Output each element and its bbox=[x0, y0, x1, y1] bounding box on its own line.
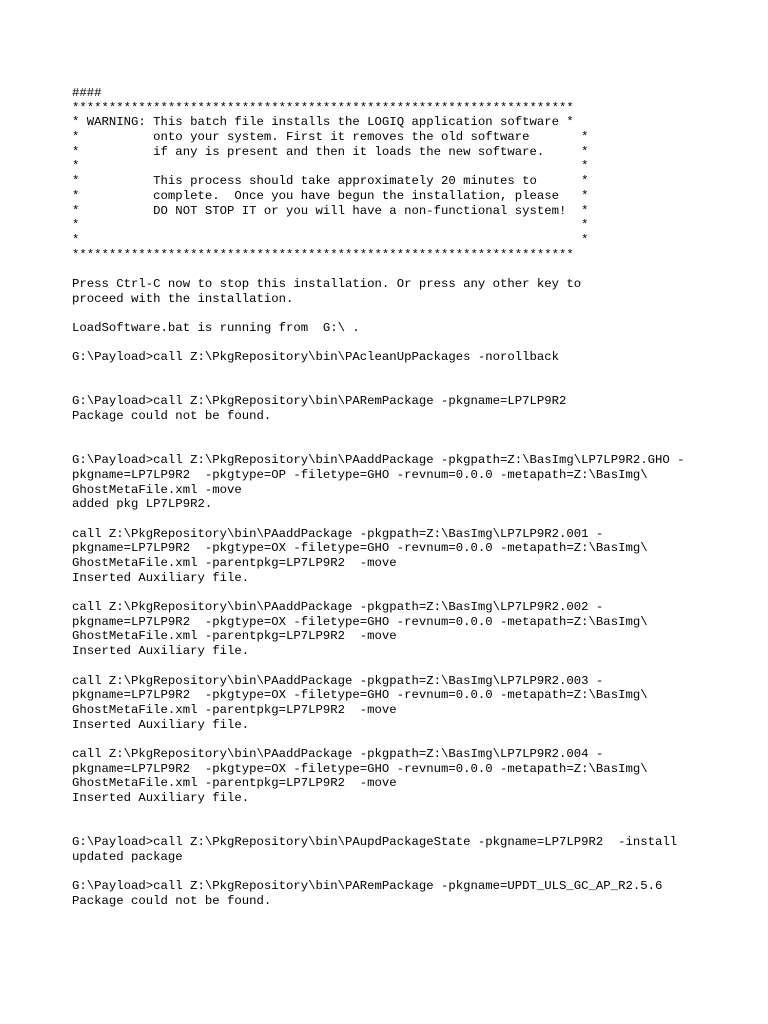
log-line: pkgname=LP7LP9R2 -pkgtype=OX -filetype=GHO -revnum=0.0.0 -metapath=Z:\BasImg\ bbox=[72, 614, 648, 629]
blank-line bbox=[72, 820, 752, 835]
log-line: Package could not be found. bbox=[72, 409, 272, 424]
blank-line bbox=[72, 864, 752, 879]
log-line: proceed with the installation. bbox=[72, 291, 294, 306]
log-line: updated package bbox=[72, 849, 183, 864]
log-line: G:\Payload>call Z:\PkgRepository\bin\PARemPackage -pkgname=UPDT_ULS_GC_AP_R2.5.6 bbox=[72, 879, 663, 894]
log-line: ******************************************************************** bbox=[72, 100, 574, 115]
log-line: call Z:\PkgRepository\bin\PAaddPackage -pkgpath=Z:\BasImg\LP7LP9R2.002 - bbox=[72, 600, 604, 615]
log-line: * * bbox=[72, 159, 589, 174]
blank-line bbox=[72, 306, 752, 321]
blank-line bbox=[72, 585, 752, 600]
log-line: * * bbox=[72, 232, 589, 247]
log-line: Package could not be found. bbox=[72, 893, 272, 908]
log-line: #### bbox=[72, 86, 102, 100]
log-line: added pkg LP7LP9R2. bbox=[72, 497, 213, 512]
blank-line bbox=[72, 380, 752, 395]
log-line: GhostMetaFile.xml -parentpkg=LP7LP9R2 -move bbox=[72, 702, 397, 717]
log-line: * WARNING: This batch file installs the LOGIQ application software * bbox=[72, 115, 574, 130]
log-line: * onto your system. First it removes the old software * bbox=[72, 130, 589, 145]
log-line: G:\Payload>call Z:\PkgRepository\bin\PAcleanUpPackages -norollback bbox=[72, 350, 560, 365]
blank-line bbox=[72, 806, 752, 821]
log-line: G:\Payload>call Z:\PkgRepository\bin\PARemPackage -pkgname=LP7LP9R2 bbox=[72, 394, 567, 409]
console-log-document bbox=[72, 86, 752, 909]
log-line: call Z:\PkgRepository\bin\PAaddPackage -pkgpath=Z:\BasImg\LP7LP9R2.001 - bbox=[72, 526, 604, 541]
blank-line bbox=[72, 365, 752, 380]
log-line: * This process should take approximately 20 minutes to * bbox=[72, 174, 589, 189]
log-line: LoadSoftware.bat is running from G:\ . bbox=[72, 321, 360, 335]
log-line: pkgname=LP7LP9R2 -pkgtype=OX -filetype=GHO -revnum=0.0.0 -metapath=Z:\BasImg\ bbox=[72, 688, 648, 703]
blank-line bbox=[72, 336, 752, 351]
log-line: pkgname=LP7LP9R2 -pkgtype=OP -filetype=GHO -revnum=0.0.0 -metapath=Z:\BasImg\ bbox=[72, 467, 648, 482]
log-line: G:\Payload>call Z:\PkgRepository\bin\PAupdPackageState -pkgname=LP7LP9R2 -install bbox=[72, 835, 678, 850]
blank-line bbox=[72, 424, 752, 439]
log-line: Press Ctrl-C now to stop this installation. Or press any other key to bbox=[72, 276, 582, 291]
log-line: * * bbox=[72, 218, 589, 233]
log-line: Inserted Auxiliary file. bbox=[72, 791, 250, 805]
log-line: GhostMetaFile.xml -parentpkg=LP7LP9R2 -move bbox=[72, 629, 397, 644]
log-line: Inserted Auxiliary file. bbox=[72, 717, 250, 732]
log-line: call Z:\PkgRepository\bin\PAaddPackage -pkgpath=Z:\BasImg\LP7LP9R2.004 - bbox=[72, 746, 604, 761]
log-line: pkgname=LP7LP9R2 -pkgtype=OX -filetype=GHO -revnum=0.0.0 -metapath=Z:\BasImg\ bbox=[72, 761, 648, 776]
log-line: GhostMetaFile.xml -move bbox=[72, 482, 242, 497]
log-line: * DO NOT STOP IT or you will have a non-functional system! * bbox=[72, 203, 589, 218]
blank-line bbox=[72, 262, 752, 277]
log-line: GhostMetaFile.xml -parentpkg=LP7LP9R2 -move bbox=[72, 556, 397, 570]
log-line: GhostMetaFile.xml -parentpkg=LP7LP9R2 -move bbox=[72, 776, 397, 791]
blank-line bbox=[72, 512, 752, 527]
log-line: Inserted Auxiliary file. bbox=[72, 644, 250, 659]
blank-line bbox=[72, 439, 752, 454]
log-line: ******************************************************************** bbox=[72, 247, 574, 262]
blank-line bbox=[72, 732, 752, 747]
log-line: * if any is present and then it loads the new software. * bbox=[72, 144, 589, 159]
log-line: G:\Payload>call Z:\PkgRepository\bin\PAaddPackage -pkgpath=Z:\BasImg\LP7LP9R2.GHO - bbox=[72, 453, 685, 468]
log-line: * complete. Once you have begun the installation, please * bbox=[72, 188, 589, 203]
log-line: call Z:\PkgRepository\bin\PAaddPackage -pkgpath=Z:\BasImg\LP7LP9R2.003 - bbox=[72, 673, 604, 688]
blank-line bbox=[72, 659, 752, 674]
log-line: Inserted Auxiliary file. bbox=[72, 570, 250, 585]
log-line: pkgname=LP7LP9R2 -pkgtype=OX -filetype=GHO -revnum=0.0.0 -metapath=Z:\BasImg\ bbox=[72, 541, 648, 556]
